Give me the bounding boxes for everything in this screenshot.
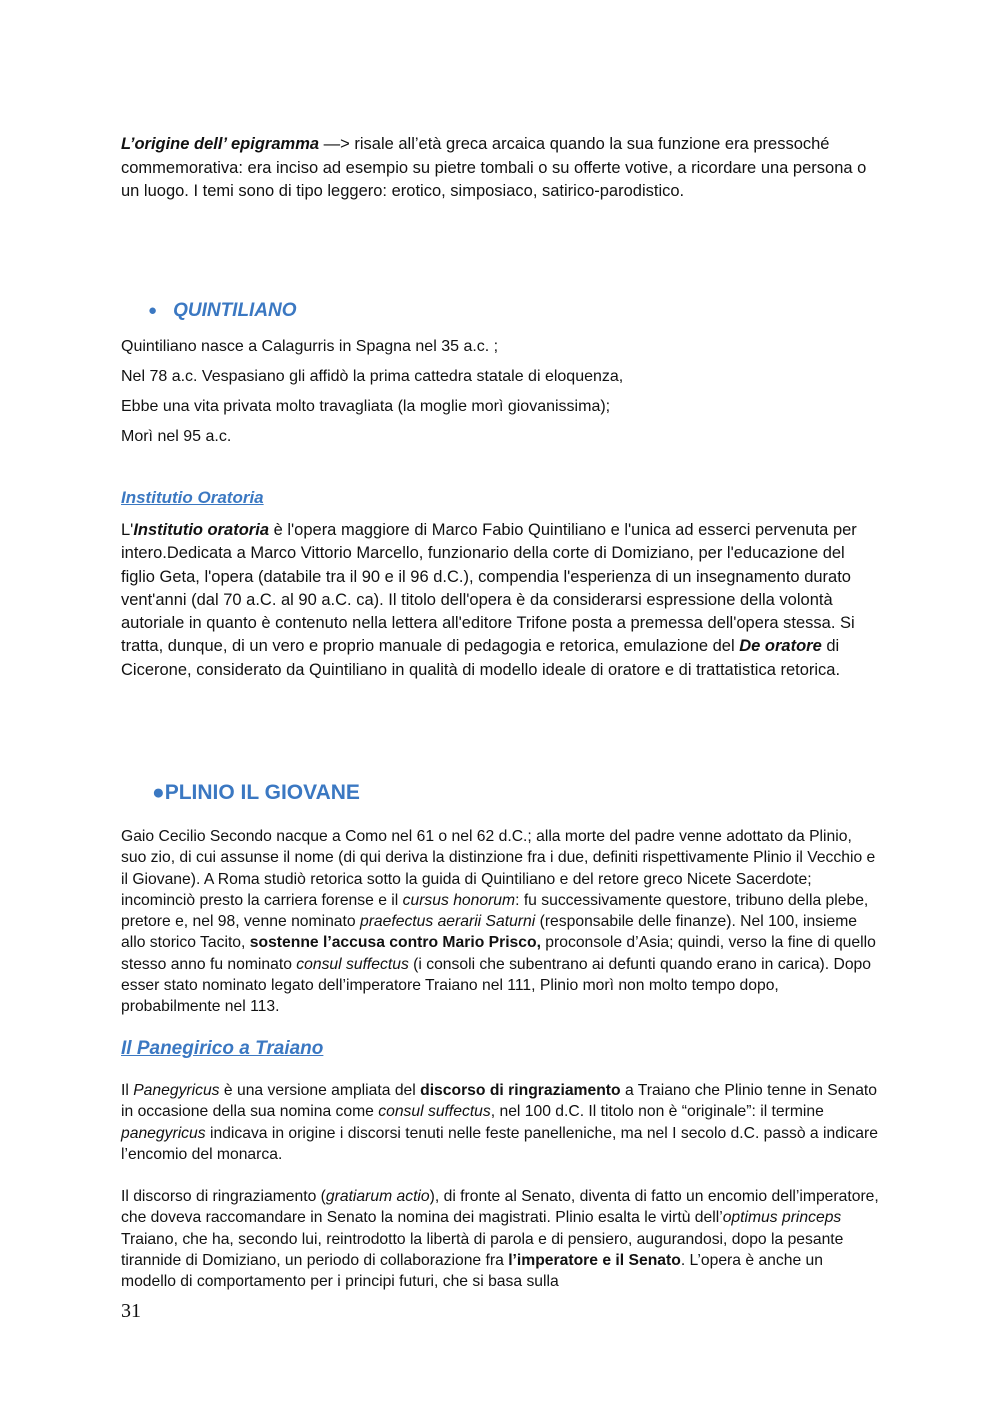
plinio-paragraph: Gaio Cecilio Secondo nacque a Como nel 61 o nel 62 d.C.; alla morte del padre venne adottato da Plinio, suo zio, di cui assunse il nome (di qui deriva la distinzione fra i due, definiti rispettivamente Plinio il Vecchio e il Giovane). A Roma studiò retorica sotto la guida di Quintiliano e del retore greco Nicete Sacerdote; incominciò presto la carriera forense e il cursus honorum: fu successivamente questore, tribuno della plebe, pretore e, nel 98, venne nominato praefectus aerarii Saturni (responsabile delle finanze). Nel 100, insieme allo storico Tacito, sostenne l’accusa contro Mario Prisco, proconsole d’Asia; quindi, verso la fine di quello stesso anno fu nominato consul suffectus (i consoli che subentrano ai defunti quando erano in carica). Dopo esser stato nominato legato dell’imperatore Traiano nel 111, Plinio morì non molto tempo dopo, probabilmente nel 113. <box>121 828 876 1016</box>
gratiarum-paragraph: Il discorso di ringraziamento (gratiarum actio), di fronte al Senato, diventa di fatto un encomio dell’imperatore, che doveva raccomandare in Senato la nomina dei magistrati. Plinio esalta le virtù dell’optimus princeps Traiano, che ha, secondo lui, reintrodotto la libertà di parola e di pensiero, augurandosi, dopo la pesante tirannide di Domiziano, un periodo di collaborazione fra l’imperatore e il Senato. L’opera è anche un modello di comportamento per i principi futuri, che si basa sulla <box>121 1188 879 1291</box>
quintiliano-line: Nel 78 a.c. Vespasiano gli affidò la prima cattedra statale di eloquenza, <box>121 368 624 385</box>
bullet-icon: ● <box>148 302 158 319</box>
intro-lead: L’origine dell’ epigramma <box>121 135 320 153</box>
quintiliano-line: Morì nel 95 a.c. <box>121 428 232 445</box>
intro-paragraph: L’origine dell’ epigramma —> risale all’età greca arcaica quando la sua funzione era pressoché commemorativa: era inciso ad esempio su pietre tombali o su offerte votive, a ricordare una persona o un luogo. I temi sono di tipo leggero: erotico, simposiaco, satirico-parodistico. <box>121 135 867 200</box>
quintiliano-line: Quintiliano nasce a Calagurris in Spagna nel 35 a.c. ; <box>121 338 499 355</box>
subheading-panegirico: Il Panegirico a Traiano <box>121 1038 324 1059</box>
section-heading-plinio: ●PLINIO IL GIOVANE <box>152 781 360 804</box>
bullet-icon: ● <box>152 781 165 804</box>
page-number: 31 <box>121 1300 141 1322</box>
section-heading-quintiliano: ● QUINTILIANO <box>148 300 297 321</box>
subheading-institutio-oratoria: Institutio Oratoria <box>121 488 264 507</box>
quintiliano-line: Ebbe una vita privata molto travagliata (la moglie morì giovanissima); <box>121 398 611 415</box>
institutio-paragraph: L'Institutio oratoria è l'opera maggiore di Marco Fabio Quintiliano e l'unica ad esserci pervenuta per intero.Dedicata a Marco Vittorio Marcello, funzionario della corte di Domiziano, per l'educazione del figlio Geta, l'opera (databile tra il 90 e il 96 d.C.), compendia l'esperienza di un insegnamento durato vent'anni (dal 70 a.C. al 90 a.C. ca). Il titolo dell'opera è da considerarsi espressione della volontà autoriale in quanto è contenuto nella lettera all'editore Trifone posta a premessa dell'opera stessa. Si tratta, dunque, di un vero e proprio manuale di pedagogia e retorica, emulazione del De oratore di Cicerone, considerato da Quintiliano in qualità di modello ideale di oratore e di trattatistica retorica. <box>121 521 857 679</box>
panegirico-paragraph: Il Panegyricus è una versione ampliata del discorso di ringraziamento a Traiano che Plinio tenne in Senato in occasione della sua nomina come consul suffectus, nel 100 d.C. Il titolo non è “originale”: il termine panegyricus indicava in origine i discorsi tenuti nelle feste panelleniche, ma nel I secolo d.C. passò a indicare l’encomio del monarca. <box>121 1082 878 1163</box>
